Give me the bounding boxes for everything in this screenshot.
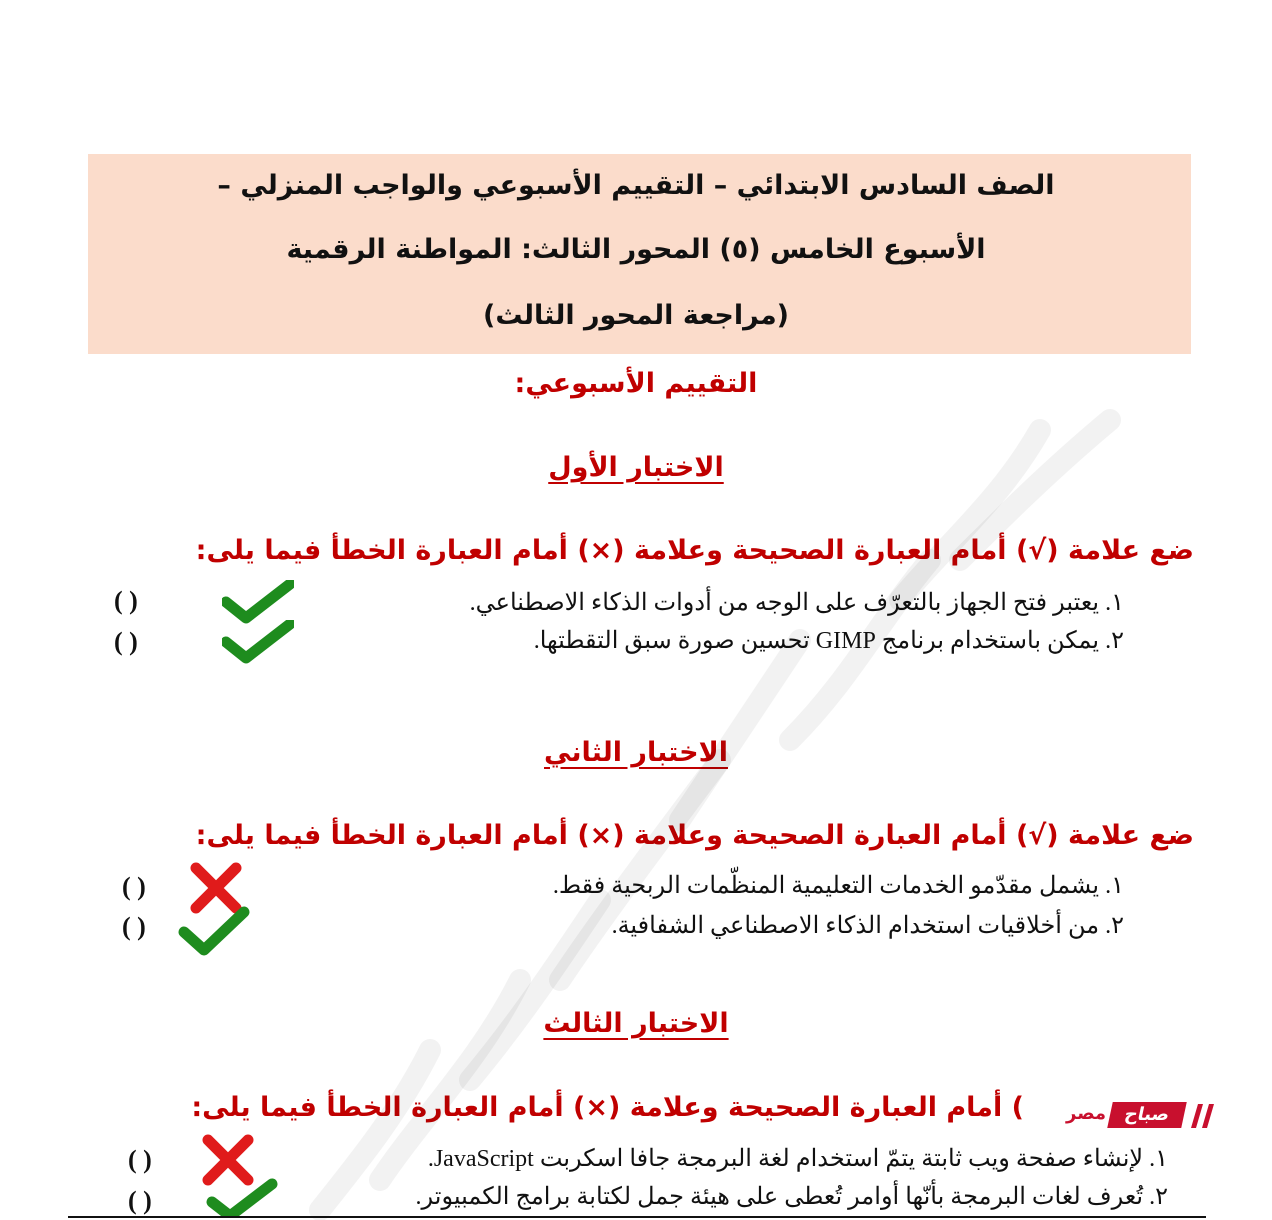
test-1-question-1: ١. يعتبر فتح الجهاز بالتعرّف على الوجه من أدوات الذكاء الاصطناعي. [469, 590, 1124, 616]
answer-blank[interactable]: ( ) [114, 627, 138, 656]
check-icon [178, 906, 250, 958]
test-1-instruction: ضع علامة (√) أمام العبارة الصحيحة وعلامة (×) أمام العبارة الخطأ فيما يلى: [195, 535, 1194, 566]
logo-bars-icon [1190, 1104, 1216, 1128]
test-2-question-2: ٢. من أخلاقيات استخدام الذكاء الاصطناعي الشفافية. [611, 913, 1124, 939]
check-icon [222, 620, 294, 664]
logo-brand: صباح [1107, 1102, 1187, 1128]
answer-blank[interactable]: ( ) [114, 586, 138, 615]
test-3-title: الاختبار الثالث [543, 1008, 729, 1039]
bottom-rule [68, 1216, 1206, 1218]
section-title: التقييم الأسبوعي: [514, 368, 758, 399]
test-3-question-1: ١. لإنشاء صفحة ويب ثابتة يتمّ استخدام لغة البرمجة جافا اسكربت JavaScript. [427, 1146, 1168, 1172]
test-2-question-1: ١. يشمل مقدّمو الخدمات التعليمية المنظّمات الربحية فقط. [552, 873, 1124, 899]
header-line-2: الأسبوع الخامس (٥) المحور الثالث: المواطنة الرقمية [286, 234, 986, 265]
logo-country: مصر [1066, 1103, 1107, 1124]
answer-blank[interactable]: ( ) [128, 1186, 152, 1215]
header-line-3: (مراجعة المحور الثالث) [482, 300, 790, 331]
check-icon [222, 580, 294, 624]
test-2-title: الاختبار الثاني [544, 737, 728, 768]
test-1-title: الاختبار الأول [548, 452, 724, 483]
check-icon [206, 1178, 278, 1218]
answer-blank[interactable]: ( ) [128, 1145, 152, 1174]
test-3-question-2: ٢. تُعرف لغات البرمجة بأنّها أوامر تُعطى على هيئة جمل لكتابة برامج الكمبيوتر. [415, 1184, 1168, 1210]
test-3-instruction: ) أمام العبارة الصحيحة وعلامة (×) أمام العبارة الخطأ فيما يلى: [191, 1092, 1024, 1123]
test-1-question-2: ٢. يمكن باستخدام برنامج GIMP تحسين صورة سبق التقطتها. [533, 628, 1124, 654]
header-line-1: الصف السادس الابتدائي – التقييم الأسبوعي والواجب المنزلي – [217, 170, 1055, 201]
test-2-instruction: ضع علامة (√) أمام العبارة الصحيحة وعلامة (×) أمام العبارة الخطأ فيما يلى: [195, 820, 1194, 851]
answer-blank[interactable]: ( ) [122, 872, 146, 901]
answer-blank[interactable]: ( ) [122, 912, 146, 941]
